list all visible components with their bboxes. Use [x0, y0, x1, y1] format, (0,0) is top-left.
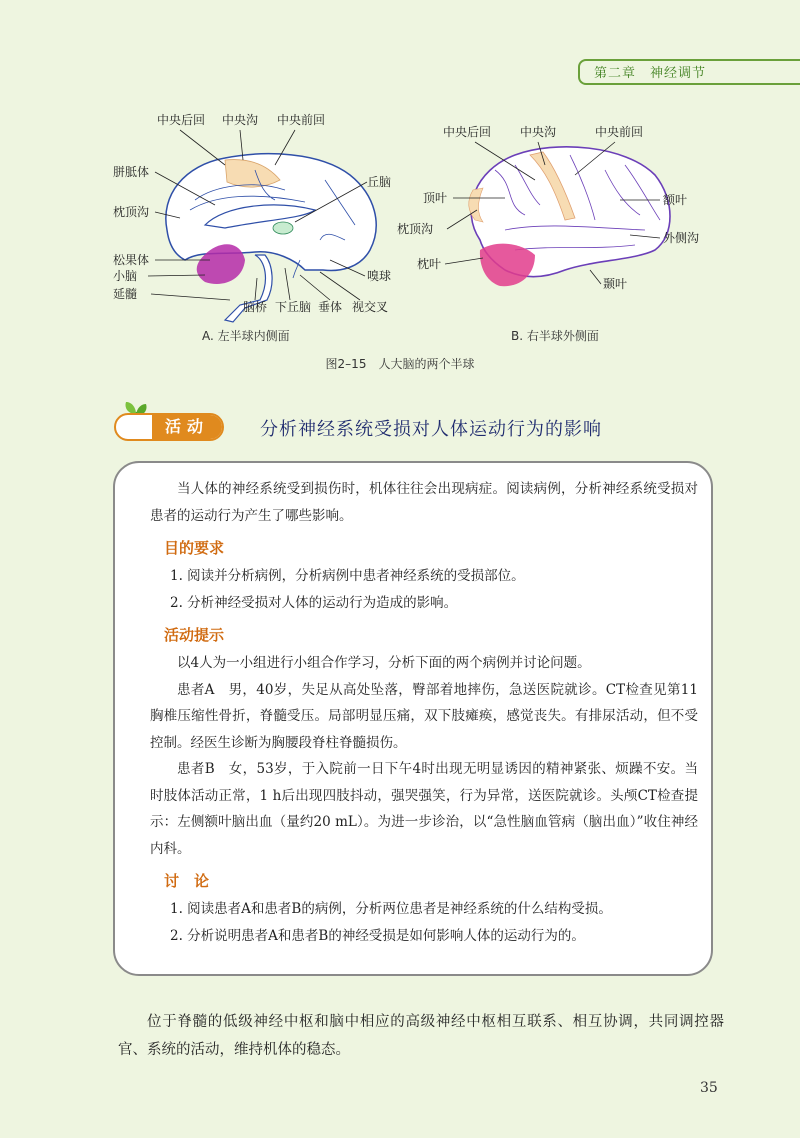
discuss-item: 2. 分析说明患者A和患者B的神经受损是如何影响人体的运动行为的。 [170, 927, 585, 944]
figure-right-subtitle: B. 右半球外侧面 [511, 329, 599, 343]
case-b-paragraph: 患者B 女，53岁，于入院前一日下午4时出现无明显诱因的精神紧张、烦躁不安。当时肢体活动正常，1 h后出现四肢抖动，强哭强笑，行为异常，送医院就诊。头颅CT检查提示：左侧额叶脑出血（量约20 mL）。为进一步诊治，以“急性脑血管病（脑出血）”收住神经内科。 [150, 761, 698, 857]
activity-badge-label: 活动 [152, 415, 222, 439]
label-medulla: 延髓 [113, 287, 138, 301]
label-r-central-anterior: 中央前回 [595, 125, 644, 139]
brain-medial-drawing [166, 154, 376, 322]
label-olfactory-bulb: 嗅球 [367, 269, 392, 283]
label-central-sulcus: 中央沟 [222, 113, 259, 127]
label-pineal: 松果体 [113, 253, 150, 267]
label-r-central-posterior: 中央后回 [443, 125, 492, 139]
discuss-item: 1. 阅读患者A和患者B的病例，分析两位患者是神经系统的什么结构受损。 [170, 901, 612, 917]
goal-item: 2. 分析神经受损对人体的运动行为造成的影响。 [170, 594, 458, 611]
discuss-heading: 讨 论 [164, 872, 210, 890]
activity-intro: 当人体的神经系统受到损伤时，机体往往会出现病症。阅读病例，分析神经系统受损对患者的运动行为产生了哪些影响。 [150, 481, 698, 524]
activity-content [150, 476, 698, 949]
label-r-parieto-occipital: 枕顶沟 [397, 222, 434, 236]
label-central-anterior: 中央前回 [277, 113, 326, 127]
label-parietal-lobe: 顶叶 [423, 191, 448, 205]
label-temporal-lobe: 颞叶 [603, 277, 628, 291]
page-number: 35 [700, 1080, 718, 1096]
label-r-central-sulcus: 中央沟 [520, 125, 557, 139]
label-central-posterior: 中央后回 [157, 113, 206, 127]
label-pituitary: 垂体 [318, 300, 343, 314]
activity-badge [114, 413, 224, 441]
case-a-paragraph: 患者A 男，40岁，失足从高处坠落，臀部着地摔伤，急送医院就诊。CT检查见第11胸椎压缩性骨折，脊髓受压。局部明显压痛，双下肢瘫痪，感觉丧失。有排尿活动，但不受控制。经医生诊断为胸腰段脊柱脊髓损伤。 [150, 681, 698, 751]
goal-heading: 目的要求 [164, 539, 225, 557]
activity-header [110, 398, 720, 444]
goal-item: 1. 阅读并分析病例，分析病例中患者神经系统的受损部位。 [170, 568, 525, 584]
label-pons: 脑桥 [243, 300, 268, 314]
brain-lateral-drawing [469, 147, 670, 286]
label-thalamus: 丘脑 [367, 175, 392, 189]
label-parieto-occipital: 枕顶沟 [113, 205, 150, 219]
label-lateral-sulcus: 外侧沟 [663, 231, 700, 245]
label-corpus-callosum: 胼胝体 [113, 165, 150, 179]
label-hypothalamus: 下丘脑 [275, 300, 312, 314]
label-cerebellum: 小脑 [113, 269, 138, 283]
hint-heading: 活动提示 [164, 626, 225, 644]
label-occipital-lobe: 枕叶 [417, 257, 442, 271]
figure-caption: 图2–15 人大脑的两个半球 [325, 357, 475, 371]
figure-left-subtitle: A. 左半球内侧面 [202, 329, 290, 343]
chapter-header: 第二章 神经调节 [578, 59, 800, 85]
hint-paragraph: 以4人为一小组进行小组合作学习，分析下面的两个病例并讨论问题。 [177, 655, 591, 671]
brain-medial-figure [105, 110, 425, 325]
label-frontal-lobe: 额叶 [663, 193, 688, 207]
brain-lateral-figure [395, 110, 725, 325]
body-paragraph: 位于脊髓的低级神经中枢和脑中相应的高级神经中枢相互联系、相互协调，共同调控器官、系统的活动，维持机体的稳态。 [118, 1014, 724, 1058]
label-optic-chiasm: 视交叉 [352, 300, 389, 314]
activity-title: 分析神经系统受损对人体运动行为的影响 [260, 419, 602, 440]
